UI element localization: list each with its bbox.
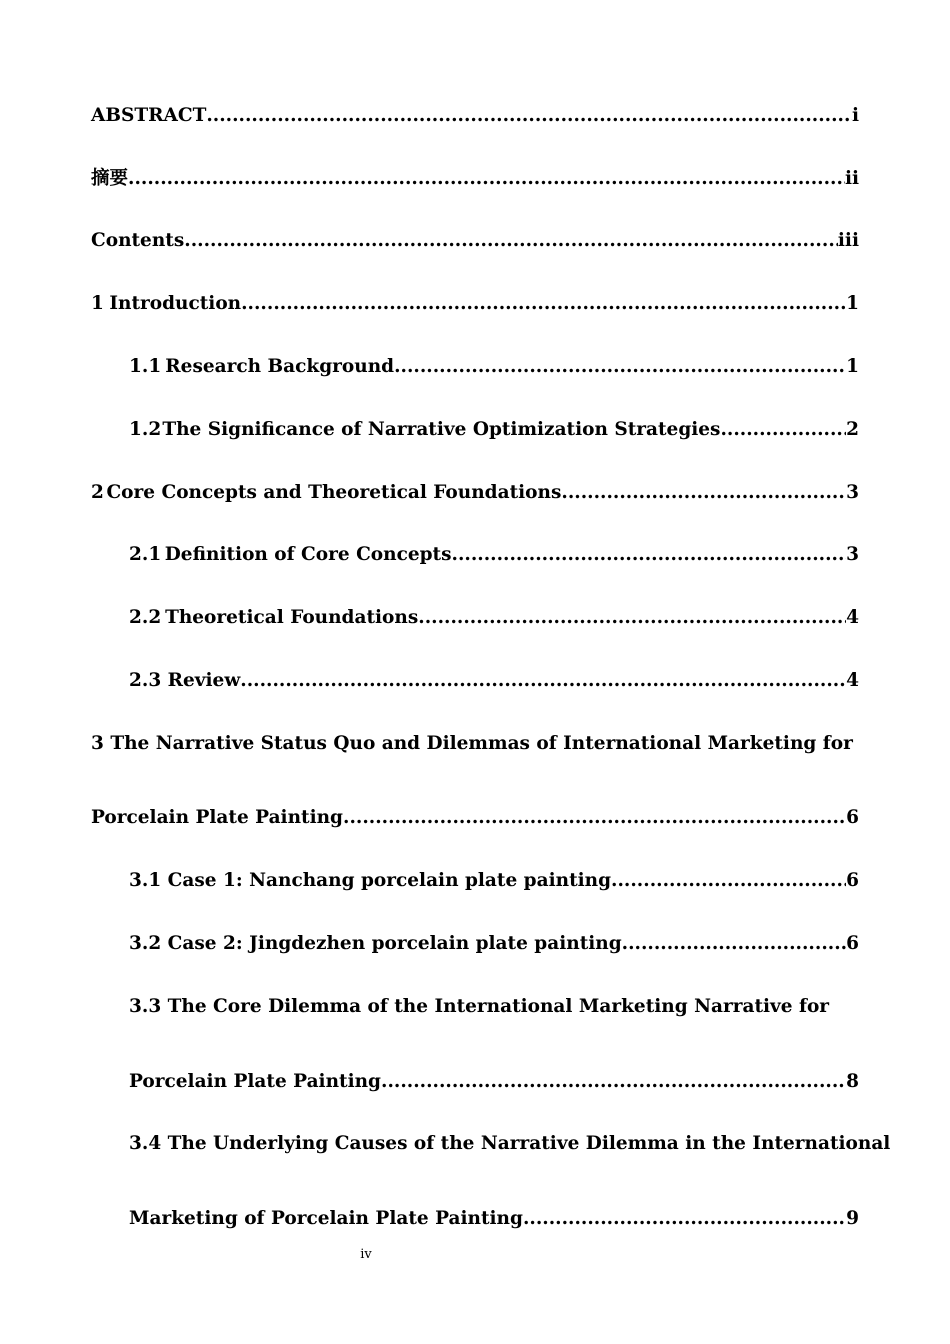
toc-entry-chapter-1[interactable] xyxy=(91,292,859,316)
toc-entry-abstract[interactable] xyxy=(91,104,859,128)
toc-entry-number: 1.1 xyxy=(129,356,162,377)
toc-entry-section-3-3[interactable] xyxy=(129,1070,859,1094)
toc-leader-dots xyxy=(206,104,852,128)
toc-entry-number: 2.1 xyxy=(129,544,162,565)
toc-entry-page: 6 xyxy=(846,870,859,891)
toc-entry-page: 8 xyxy=(846,1071,859,1092)
toc-entry-title: 3.1 Case 1: Nanchang porcelain plate painting xyxy=(129,870,612,891)
toc-entry-number: 2.2 xyxy=(129,607,162,628)
footer-page-number: iv xyxy=(360,1247,372,1262)
toc-entry-title: 3.2 Case 2: Jingdezhen porcelain plate painting xyxy=(129,933,622,954)
toc-entry-page: 3 xyxy=(846,544,859,565)
toc-leader-dots xyxy=(452,543,847,567)
toc-entry-section-2-1[interactable] xyxy=(129,543,859,567)
toc-leader-dots xyxy=(418,606,846,630)
toc-entry-chapter-3-title-line-1[interactable]: 3 The Narrative Status Quo and Dilemmas of International Marketing for xyxy=(91,733,853,754)
toc-entry-section-3-3-title-line-1[interactable]: 3.3 The Core Dilemma of the International Marketing Narrative for xyxy=(129,996,830,1017)
toc-leader-dots xyxy=(240,669,846,693)
toc-entry-page: ii xyxy=(844,168,859,189)
toc-entry-page: i xyxy=(851,105,859,126)
toc-entry-page: 1 xyxy=(846,293,859,314)
toc-entry-zhaiyao[interactable] xyxy=(91,167,859,191)
toc-leader-dots xyxy=(128,167,845,191)
toc-leader-dots xyxy=(184,229,838,253)
toc-entry-title: Theoretical Foundations xyxy=(165,607,419,628)
toc-leader-dots xyxy=(622,932,846,956)
toc-entry-section-2-2[interactable] xyxy=(129,606,859,630)
toc-leader-dots xyxy=(523,1207,846,1231)
toc-entry-page: 1 xyxy=(846,356,859,377)
toc-entry-title: Definition of Core Concepts xyxy=(164,544,452,565)
toc-entry-title: Research Background xyxy=(165,356,395,377)
toc-entry-title: Marketing of Porcelain Plate Painting xyxy=(129,1208,523,1229)
toc-leader-dots xyxy=(381,1070,846,1094)
toc-entry-section-3-2[interactable] xyxy=(129,932,859,956)
toc-entry-page: 4 xyxy=(846,607,859,628)
toc-entry-page: iii xyxy=(837,230,859,251)
toc-entry-page: 2 xyxy=(846,419,859,440)
toc-entry-title: ABSTRACT xyxy=(91,105,207,126)
toc-entry-contents[interactable] xyxy=(91,229,859,253)
toc-entry-title: Introduction xyxy=(109,293,242,314)
toc-entry-section-3-1[interactable] xyxy=(129,869,859,893)
toc-entry-title: Contents xyxy=(91,230,185,251)
toc-entry-title: 2.3 Review xyxy=(129,670,241,691)
toc-entry-number: 2 xyxy=(91,482,104,503)
toc-entry-title: Core Concepts and Theoretical Foundations xyxy=(106,482,562,503)
toc-entry-title: Porcelain Plate Painting xyxy=(91,807,343,828)
toc-entry-number: 1 xyxy=(91,293,104,314)
toc-entry-chapter-2[interactable] xyxy=(91,481,859,505)
toc-entry-page: 6 xyxy=(846,933,859,954)
toc-leader-dots xyxy=(720,418,846,442)
toc-entry-title: Porcelain Plate Painting xyxy=(129,1071,381,1092)
toc-leader-dots xyxy=(343,806,846,830)
toc-entry-section-3-4[interactable] xyxy=(129,1207,859,1231)
toc-entry-page: 3 xyxy=(846,482,859,503)
toc-entry-page: 4 xyxy=(846,670,859,691)
toc-entry-section-2-3[interactable] xyxy=(129,669,859,693)
toc-leader-dots xyxy=(394,355,846,379)
toc-leader-dots xyxy=(611,869,846,893)
toc-entry-title: The Significance of Narrative Optimization Strategies xyxy=(162,419,721,440)
toc-entry-page: 6 xyxy=(846,807,859,828)
toc-entry-section-1-2[interactable] xyxy=(129,418,859,442)
toc-entry-title: 摘要 xyxy=(91,168,129,189)
toc-entry-section-3-4-title-line-1[interactable]: 3.4 The Underlying Causes of the Narrative Dilemma in the International xyxy=(129,1133,891,1154)
toc-entry-chapter-3[interactable] xyxy=(91,806,859,830)
toc-entry-page: 9 xyxy=(846,1208,859,1229)
toc-leader-dots xyxy=(561,481,846,505)
toc-entry-section-1-1[interactable] xyxy=(129,355,859,379)
toc-leader-dots xyxy=(241,292,846,316)
toc-entry-number: 1.2 xyxy=(129,419,162,440)
